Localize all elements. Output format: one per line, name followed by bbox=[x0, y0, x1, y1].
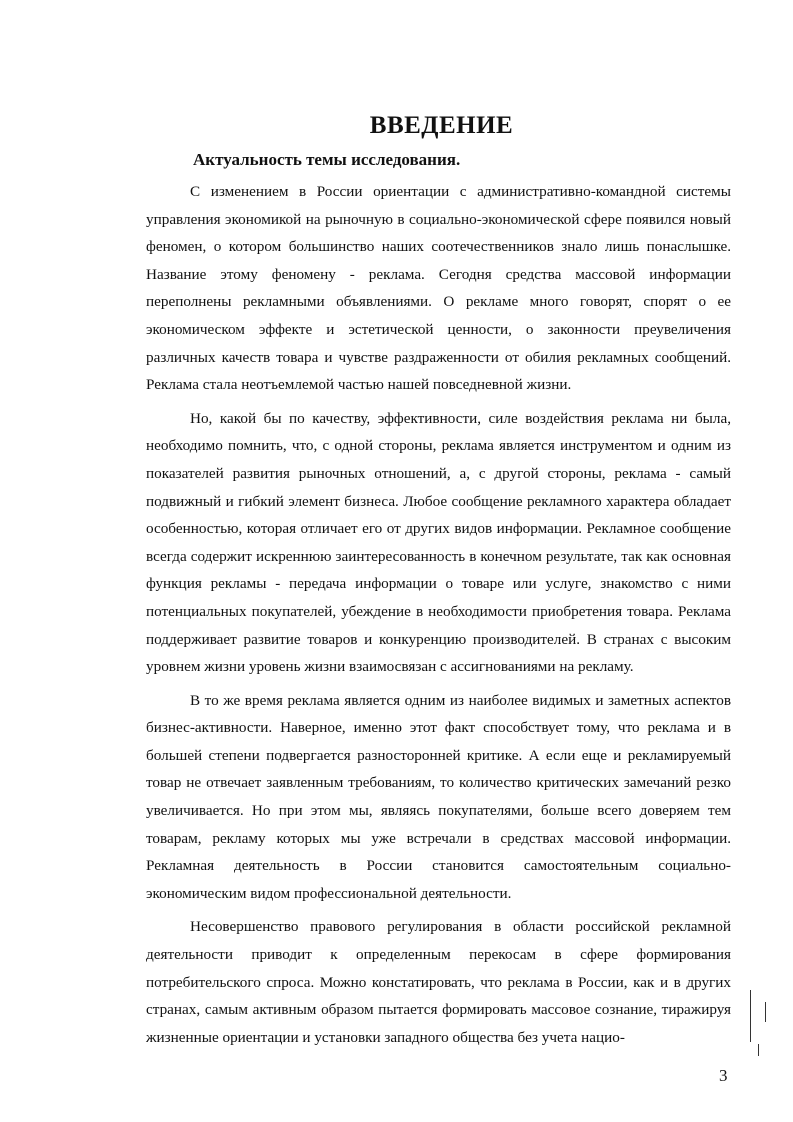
margin-mark bbox=[758, 1044, 759, 1056]
paragraph: С изменением в России ориентации с административно-командной системы управления экономикой на рыночную в социально-экономической сфере появился новый феномен, о котором большинство наших соотечественников знало лишь понаслышке. Название этому феномену - реклама. Сегодня средства массовой информации переполнены рекламными объявлениями. О рекламе много говорят, спорят о ее экономическом эффекте и эстетической ценности, о законности преувеличения различных качеств товара и чувстве раздраженности от обилия рекламных сообщений. Реклама стала неотъемлемой частью нашей повседневной жизни. bbox=[146, 183, 731, 394]
margin-mark bbox=[765, 1002, 766, 1022]
paragraph: В то же время реклама является одним из наиболее видимых и заметных аспектов бизнес-активности. Наверное, именно этот факт способствует тому, что реклама и в большей степени подвергается разносторонней критике. А если еще и рекламируемый товар не отвечает заявленным требованиям, то количество критических замечаний резко увеличивается. Но при этом мы, являясь покупателями, больше всего доверяем тем товарам, рекламу которых мы уже встречали в средствах массовой информации. Рекламная деятельность в России становится самостоятельным социально-экономическим видом профессиональной деятельности. bbox=[146, 691, 731, 902]
paragraph: Но, какой бы по качеству, эффективности, силе воздействия реклама ни была, необходимо помнить, что, с одной стороны, реклама является инструментом и одним из показателей развития рыночных отношений, а, с другой стороны, реклама - самый подвижный и гибкий элемент бизнеса. Любое сообщение рекламного характера обладает особенностью, которая отличает его от других видов информации. Рекламное сообщение всегда содержит искреннюю заинтересованность в конечном результате, так как основная функция рекламы - передача информации о товаре или услуге, знакомство с ними потенциальных покупателей, убеждение в необходимости приобретения товара. Реклама поддерживает развитие товаров и конкуренцию производителей. В странах с высоким уровнем жизни уровень жизни взаимосвязан с ассигнованиями на рекламу. bbox=[146, 409, 731, 676]
page-number: 3 bbox=[719, 1066, 728, 1085]
body-text bbox=[146, 178, 731, 1057]
page-title: ВВЕДЕНИЕ bbox=[369, 112, 514, 139]
section-subtitle: Актуальность темы исследования. bbox=[193, 150, 461, 169]
paragraph: Несовершенство правового регулирования в области российской рекламной деятельности приводит к определенным перекосам в сфере формирования потребительского спроса. Можно констатировать, что реклама в России, как и в других странах, самым активным образом пытается формировать массовое сознание, тиражируя жизненные ориентации и установки западного общества без учета нацио- bbox=[146, 918, 731, 1046]
margin-mark bbox=[750, 990, 751, 1042]
